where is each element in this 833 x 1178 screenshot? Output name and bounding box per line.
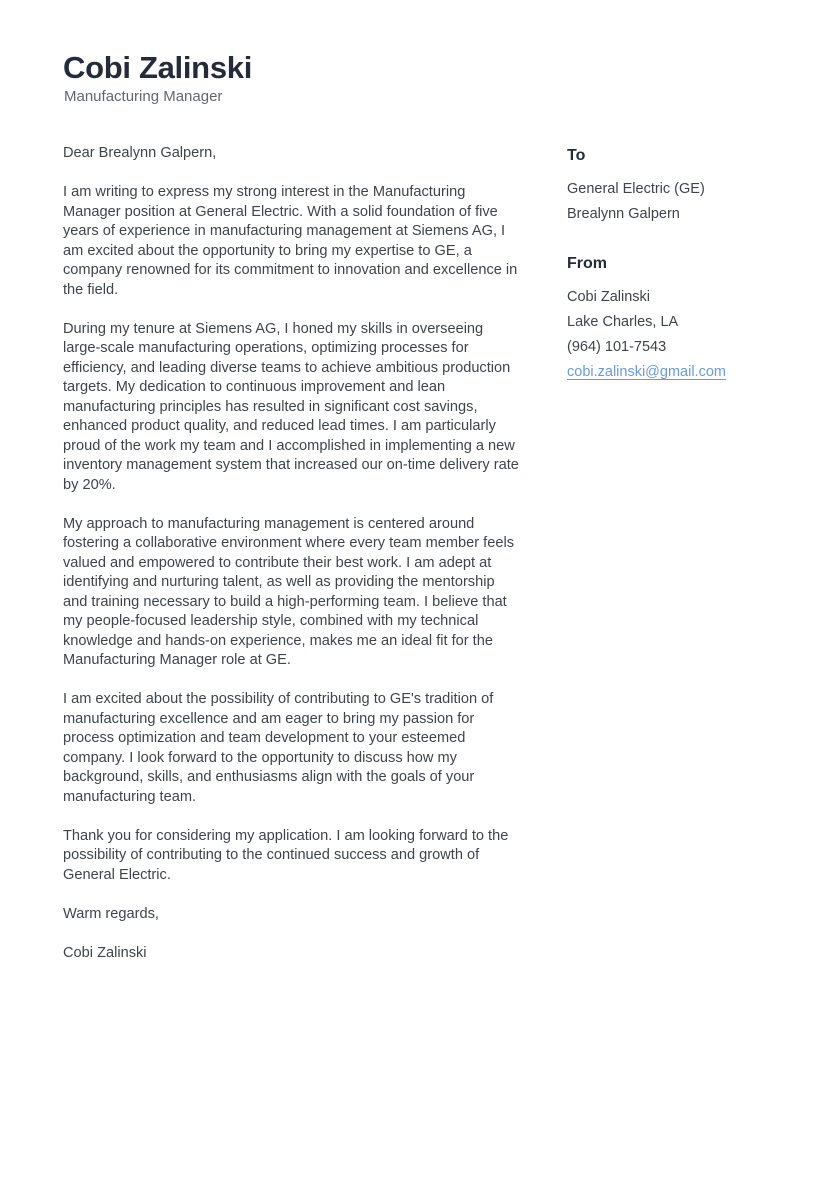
letter-paragraph: Thank you for considering my application. I am looking forward to the possibility of contributing to the continued success and growth of General Electric.: [63, 827, 509, 883]
letter-paragraph: My approach to manufacturing management is centered around fostering a collaborative environment where every team member feels valued and empowered to contribute their best work. I am adept at identifying and nurturing talent, as well as providing the mentorship and training necessary to build a high-performing team. I believe that my people-focused leadership style, combined with my technical knowledge and hands-on experience, makes me an ideal fit for the Manufacturing Manager role at GE.: [63, 515, 514, 668]
applicant-name: Cobi Zalinski: [63, 50, 253, 85]
letter-paragraph: I am excited about the possibility of contributing to GE's tradition of manufacturing excellence and am eager to bring my passion for process optimization and team development to your esteemed company. I look forward to the opportunity to discuss how my background, skills, and enthusiasms align with the goals of your manufacturing team.: [63, 691, 494, 805]
to-heading: To: [567, 147, 586, 164]
to-company: General Electric (GE): [567, 181, 705, 197]
salutation: Dear Brealynn Galpern,: [63, 145, 217, 161]
letter-closing: Warm regards,: [63, 905, 159, 922]
from-name: Cobi Zalinski: [567, 289, 650, 306]
from-heading: From: [567, 255, 607, 273]
from-section: [567, 254, 777, 384]
from-phone: (964) 101-7543: [567, 338, 667, 355]
applicant-job-title: Manufacturing Manager: [64, 88, 223, 105]
letter-header: [63, 50, 252, 106]
from-location: Lake Charles, LA: [567, 314, 679, 331]
email-link[interactable]: cobi.zalinski@gmail.com: [567, 363, 726, 380]
to-section: [567, 146, 777, 226]
letter-signature: Cobi Zalinski: [63, 944, 147, 961]
letter-paragraph: During my tenure at Siemens AG, I honed my skills in overseeing large-scale manufacturing operations, optimizing processes for efficiency, and leading diverse teams to achieve ambitious production targets. My dedication to continuous improvement and lean manufacturing principles has resulted in significant cost savings, enhanced product quality, and reduced lead times. I am particularly proud of the work my team and I accomplished in implementing a new inventory management system that increased our on-time delivery rate by 20%.: [63, 320, 519, 493]
letter-paragraph: I am writing to express my strong interest in the Manufacturing Manager position at General Electric. With a solid foundation of five years of experience in manufacturing management at Siemens AG, I am excited about the opportunity to bring my expertise to GE, a company renowned for its commitment to innovation and excellence in the field.: [63, 184, 518, 298]
from-email-line: [567, 360, 777, 385]
to-person: Brealynn Galpern: [567, 205, 680, 222]
recipient-sender-sidebar: [567, 146, 777, 412]
letter-body: [63, 144, 521, 963]
